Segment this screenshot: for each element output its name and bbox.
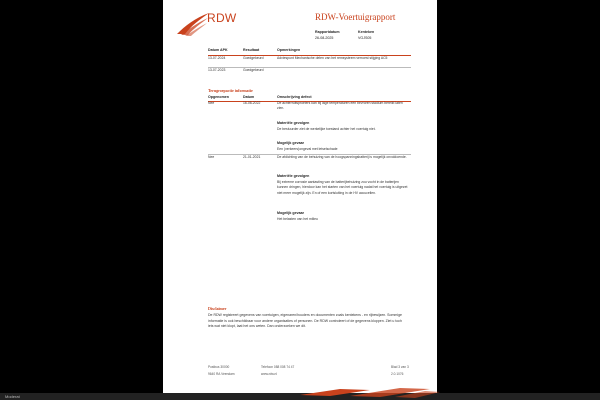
table-cell: 13-07-2024 — [208, 56, 226, 60]
recall-risk-label: Mogelijk gevaar — [277, 141, 304, 145]
footer-address: Postbus 30000 9640 RA Veendam — [208, 365, 235, 376]
recall-header-desc: Omschrijving defect — [277, 95, 312, 99]
apk-header-result: Resultaat — [243, 48, 260, 52]
recall-section-title: Terugroepactie informatie — [208, 88, 253, 93]
recall-date: 21-01-2021 — [243, 155, 261, 159]
license-plate: Kenteken VGJS05 — [358, 30, 375, 40]
report-page — [163, 0, 437, 400]
recall-header-status: Opgenomen — [208, 95, 229, 99]
window-bottom-label: Moderat — [5, 394, 20, 399]
recall-fix: Bij extreme corrosie aantasting van de batterijbehuizing zou vocht in de batterijen kunnen dringen, hierdoor kan het starten van het voertuig nadat het voertuig is uitgezet niet meer mogelijk zijn. En of een kortsluiting in de HV accucellen. — [277, 180, 408, 195]
apk-header-notes: Opmerkingen — [277, 48, 301, 52]
report-date: Rapportdatum 26-08-2025 — [315, 30, 340, 40]
recall-date: 16-08-2022 — [243, 101, 261, 105]
decorative-swoosh-icon — [300, 386, 440, 398]
recall-status: Nee — [208, 101, 215, 105]
table-cell: Adviespunt Mechanische delen van het remsysteem verroest stijging AC5 — [277, 56, 388, 60]
document-title: RDW-Voertuigrapport — [315, 12, 396, 22]
brand-name: RDW — [207, 11, 237, 25]
divider — [208, 67, 411, 68]
recall-desc: De achterruitsproeiers kan bij lage temperaturen een bevroren stadium bereikt laten zien. — [277, 101, 403, 110]
recall-header-date: Datum — [243, 95, 255, 99]
table-cell: 13-07-2023 — [208, 68, 226, 72]
recall-risk: Het belasten van het milieu — [277, 217, 318, 221]
rdw-logo-icon — [175, 8, 211, 38]
recall-fix: De bestuurder ziet de werkelijke toestand achter het voertuig niet. — [277, 127, 376, 131]
disclaimer-text: De RDW registreert gegevens van voertuigen, eigenaren/houders en documenten zoals kentekens - en rijbewijzen. Sommige informatie is ook beschikbaar voor andere organisaties of personen. De RDW controleert of de gegevens kloppen. Ziet u toch iets wat niet klopt, laat het ons weten. Dan onderzoeken we dit. — [208, 313, 402, 329]
table-cell: Goedgekeurd — [243, 68, 264, 72]
footer-contact: Telefoon 088 008 74 47 www.rdw.nl — [261, 365, 295, 376]
recall-fix-label: Materiële gevolgen — [277, 121, 310, 125]
table-cell: Goedgekeurd — [243, 56, 264, 60]
apk-header-date: Datum APK — [208, 48, 228, 52]
recall-desc: De afdichting van de behuizing van de hoogspanningsbatterij is mogelijk onvoldoende. — [277, 155, 407, 159]
recall-risk-label: Mogelijk gevaar — [277, 211, 304, 215]
disclaimer-title: Disclaimer — [208, 306, 227, 311]
recall-risk: Een (verkeers)ongeval met letselschade — [277, 147, 338, 151]
footer-page-info: Blad 3 van 3 2.0.1076 — [391, 365, 409, 376]
recall-status: Nee — [208, 155, 215, 159]
recall-fix-label: Materiële gevolgen — [277, 174, 310, 178]
